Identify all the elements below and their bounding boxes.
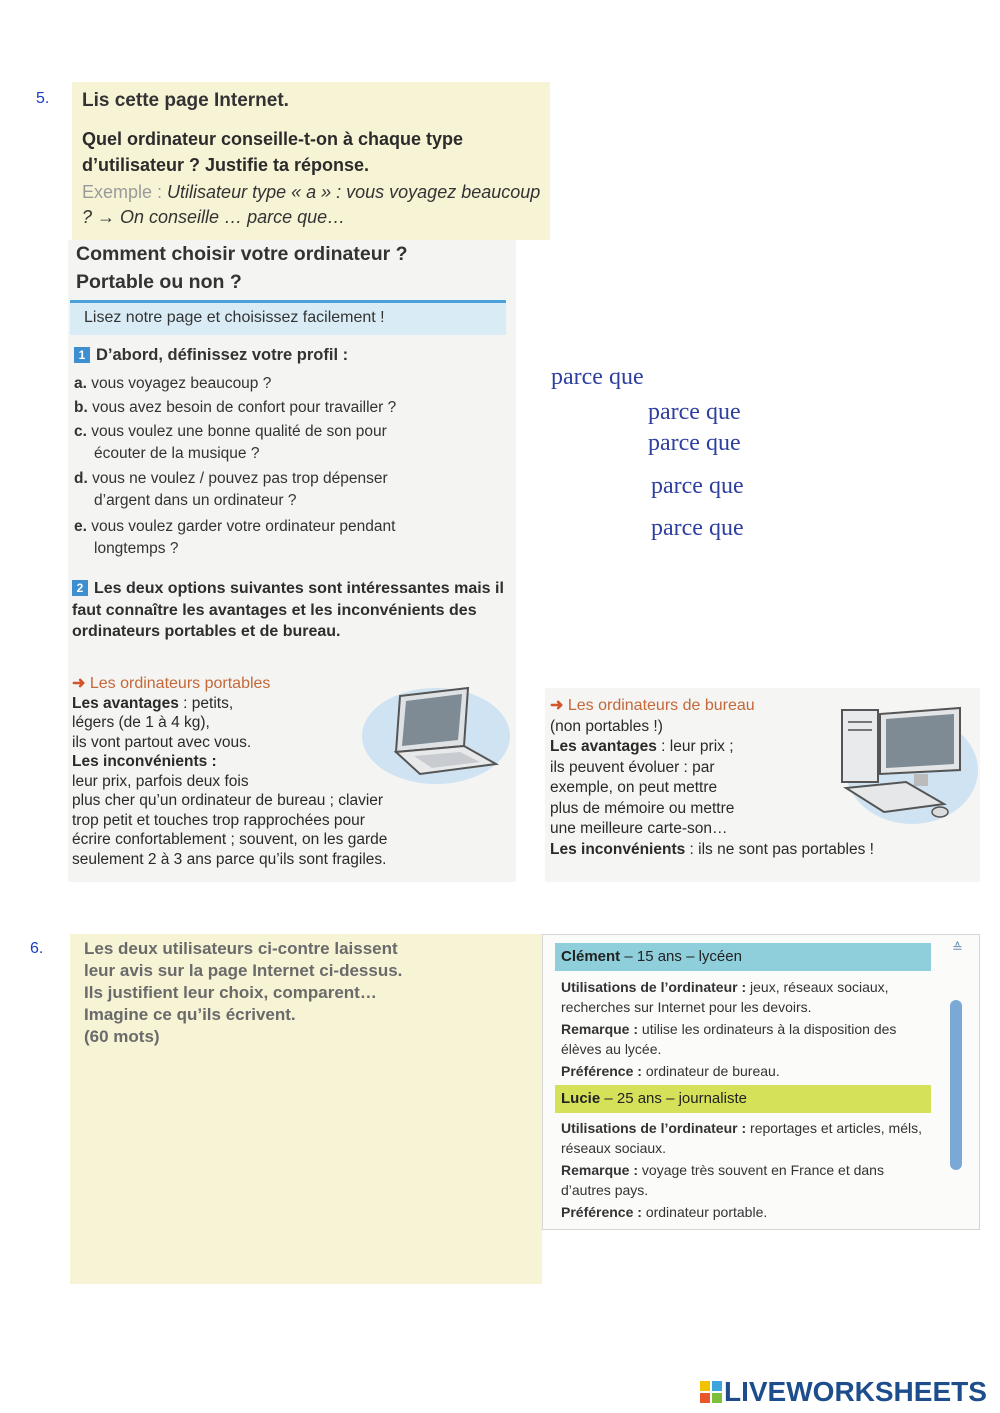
brand-wordmark: LIVEWORKSHEETS (724, 1376, 987, 1407)
answer-field[interactable]: parce que (651, 515, 744, 541)
user-info: – 25 ans – journaliste (600, 1090, 747, 1107)
step-1-heading (74, 346, 348, 365)
laptop-illustration (356, 680, 512, 786)
exercise-instructions (72, 82, 550, 240)
portables-heading-text: Les ordinateurs portables (89, 675, 271, 692)
arrow-right-icon: ➜ (550, 697, 564, 714)
prompt-line: leur avis sur la page Internet ci-dessus. (84, 961, 403, 980)
user-uses (561, 1118, 931, 1158)
prompt-line: Imagine ce qu’ils écrivent. (84, 1005, 296, 1024)
profile-text: vous ne voulez / pouvez pas trop dépenser (92, 470, 388, 487)
field-value: jeux, réseaux sociaux, recherches sur Internet pour les devoirs. (561, 979, 889, 1015)
disadvantages-label: Les inconvénients (550, 840, 686, 858)
disadvantages-line: seulement 2 à 3 ans parce qu’ils sont fragiles. (72, 850, 387, 868)
exercise-example (82, 180, 542, 230)
advantages-line: ils vont partout avec vous. (72, 733, 252, 751)
user-uses (561, 977, 931, 1017)
profile-item (74, 468, 514, 512)
answer-field[interactable]: parce que (648, 399, 741, 425)
profile-letter: c. (74, 423, 87, 440)
liveworksheets-logo-icon (700, 1381, 722, 1403)
advantages-line: exemple, on peut mettre (550, 779, 718, 796)
page-title-line: Comment choisir votre ordinateur ? (76, 243, 408, 265)
user-preference (561, 1202, 931, 1222)
advantages-line: légers (de 1 à 4 kg), (72, 714, 210, 731)
advantages-line: : leur prix ; (661, 738, 734, 755)
profile-text: vous voulez une bonne qualité de son pour (91, 423, 387, 440)
user-name: Lucie (561, 1090, 601, 1107)
profile-letter: a. (74, 375, 87, 392)
step-number-badge: 1 (74, 347, 90, 363)
example-text: Utilisateur type « a » : vous voyagez beaucoup ? → On conseille … parce que… (82, 182, 541, 227)
arrow-right-icon: ➜ (72, 675, 86, 692)
step-2-heading (72, 578, 512, 643)
profile-letter: b. (74, 399, 88, 416)
field-value: ordinateur portable. (641, 1204, 768, 1220)
user-info: – 15 ans – lycéen (620, 948, 742, 965)
exercise-title: Lis cette page Internet. (82, 90, 289, 111)
advantages-line: ils peuvent évoluer : par (550, 758, 715, 776)
exercise-6-box (70, 934, 542, 1284)
disadvantages-line: : ils ne sont pas portables ! (689, 840, 874, 858)
example-label: Exemple : (82, 182, 168, 202)
answer-field[interactable]: parce que (651, 473, 744, 499)
bureau-subheading: (non portables !) (550, 717, 663, 735)
field-label: Préférence : (561, 1204, 642, 1220)
scrollbar[interactable] (950, 1000, 962, 1170)
field-label: Utilisations de l’ordinateur : (561, 979, 747, 995)
profile-item (74, 421, 514, 465)
exercise-prompt (84, 938, 524, 1048)
profile-text: vous avez besoin de confort pour travailler ? (92, 399, 397, 416)
field-label: Remarque : (561, 1162, 639, 1178)
exercise-question: Quel ordinateur conseille-t-on à chaque type d’utilisateur ? Justifie ta réponse. (82, 129, 464, 175)
bureau-heading-text: Les ordinateurs de bureau (567, 697, 755, 714)
advantages-label: Les avantages (72, 694, 179, 712)
profile-letter: e. (74, 518, 87, 535)
disadvantages-line: leur prix, parfois deux fois (72, 772, 249, 790)
disadvantages-label: Les inconvénients : (72, 753, 217, 770)
profile-text-continued: écouter de la musique ? (94, 445, 260, 462)
field-label: Remarque : (561, 1021, 639, 1037)
advantages-line: plus de mémoire ou mettre (550, 799, 735, 817)
step-text: Les deux options suivantes sont intéressantes mais il faut connaître les avantages et les inconvénients des ordinateurs portables et de bureau. (72, 580, 504, 640)
advantages-line: une meilleure carte-son… (550, 820, 728, 837)
profile-text: vous voulez garder votre ordinateur pendant (91, 518, 396, 535)
user-header-clement (555, 943, 931, 971)
scroll-up-icon[interactable]: ≙ (952, 940, 963, 955)
intro-text: Lisez notre page et choisissez facilement ! (84, 309, 385, 326)
disadvantages-line: écrire confortablement ; souvent, on les garde (72, 831, 388, 848)
profile-text-continued: longtemps ? (94, 540, 179, 557)
step-number-badge: 2 (72, 580, 88, 596)
intro-band (70, 303, 506, 335)
prompt-line: (60 mots) (84, 1027, 160, 1046)
field-value: voyage très souvent en France et dans d’autres pays. (561, 1162, 884, 1198)
exercise-number: 6. (30, 940, 44, 957)
page-title-line: Portable ou non ? (76, 271, 242, 293)
user-remark (561, 1019, 931, 1059)
step-title: D’abord, définissez votre profil : (96, 346, 349, 364)
user-comments-panel (542, 934, 980, 1230)
prompt-line: Ils justifient leur choix, comparent… (84, 983, 377, 1002)
field-label: Utilisations de l’ordinateur : (561, 1120, 747, 1136)
user-name: Clément (561, 948, 621, 965)
profile-item (74, 397, 514, 419)
advantages-line: : petits, (183, 694, 234, 712)
answer-field[interactable]: parce que (551, 364, 644, 390)
user-remark (561, 1160, 931, 1200)
field-value: reportages et articles, méls, réseaux sociaux. (561, 1120, 922, 1156)
disadvantages-line: trop petit et touches trop rapprochées pour (72, 811, 365, 829)
profile-item (74, 373, 514, 395)
profile-text-continued: d’argent dans un ordinateur ? (94, 492, 297, 509)
page-title (76, 240, 516, 296)
disadvantages-line: plus cher qu’un ordinateur de bureau ; clavier (72, 792, 384, 809)
exercise-number: 5. (36, 90, 50, 107)
field-value: utilise les ordinateurs à la disposition des élèves au lycée. (561, 1021, 897, 1057)
answer-field[interactable]: parce que (648, 430, 741, 456)
writing-area[interactable] (70, 1044, 542, 1284)
field-label: Préférence : (561, 1063, 642, 1079)
user-preference (561, 1061, 931, 1081)
profile-text: vous voyagez beaucoup ? (91, 375, 272, 392)
user-header-lucie (555, 1085, 931, 1113)
desktop-computer-illustration (836, 700, 978, 828)
prompt-line: Les deux utilisateurs ci-contre laissent (84, 939, 398, 958)
advantages-label: Les avantages (550, 738, 657, 755)
profile-letter: d. (74, 470, 88, 487)
profile-item (74, 516, 514, 560)
field-value: ordinateur de bureau. (641, 1063, 780, 1079)
